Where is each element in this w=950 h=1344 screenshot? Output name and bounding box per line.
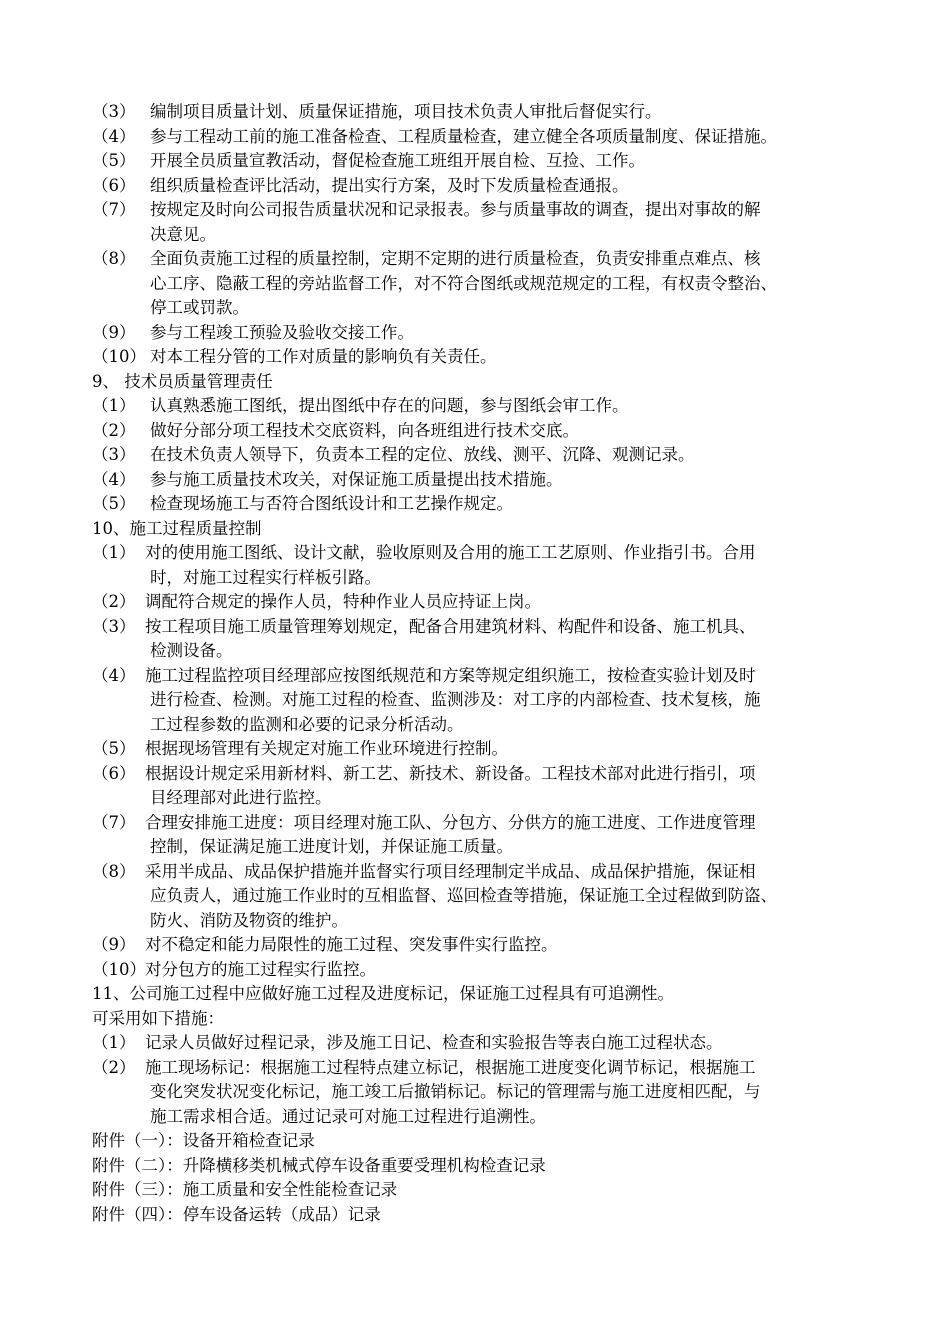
list-item xyxy=(0,100,950,125)
item-text-line: 调配符合规定的操作人员，特种作业人员应持证上岗。 xyxy=(145,592,541,611)
item-text-line: 心工序、隐蔽工程的旁站监督工作，对不符合图纸或规范规定的工程，有权责令整治、 xyxy=(150,273,777,293)
item-text xyxy=(0,394,950,419)
item-text-line: 组织质量检查评比活动，提出实行方案，及时下发质量检查通报。 xyxy=(150,175,629,195)
item-text-line: 记录人员做好过程记录，涉及施工日记、检查和实验报告等表白施工过程状态。 xyxy=(145,1033,723,1052)
item-number: （8） xyxy=(92,861,136,881)
item-text-line: 开展全员质量宣教活动，督促检查施工班组开展自检、互捡、工作。 xyxy=(150,151,645,170)
item-text-line: 工过程参数的监测和必要的记录分析活动。 xyxy=(150,714,464,734)
item-text-line: 在技术负责人领导下，负责本工程的定位、放线、测平、沉降、观测记录。 xyxy=(150,445,695,464)
item-text xyxy=(0,174,950,199)
item-text xyxy=(0,149,950,174)
item-number: （7） xyxy=(92,812,136,832)
item-text-line: 时，对施工过程实行样板引路。 xyxy=(150,567,381,587)
list-item xyxy=(0,198,950,247)
item-text-line: 对不稳定和能力局限性的施工过程、突发事件实行监控。 xyxy=(145,935,558,954)
item-text xyxy=(0,443,950,468)
attachment-item: 附件（一）：设备开箱检查记录 xyxy=(92,1131,315,1150)
item-text-line: 参与工程动工前的施工准备检查、工程质量检查，建立健全各项质量制度、保证措施。 xyxy=(150,126,777,146)
section-heading-11: 11、公司施工过程中应做好施工过程及进度标记，保证施工过程具有可追溯性。 xyxy=(92,984,674,1003)
item-text-line: 施工需求相合适。通过记录可对施工过程进行追溯性。 xyxy=(150,1106,546,1126)
item-text-line: 对的使用施工图纸、设计文献，验收原则及合用的施工工艺原则、作业指引书。合用 xyxy=(145,543,756,562)
item-text xyxy=(0,933,950,958)
item-text-line: 施工现场标记：根据施工过程特点建立标记，根据施工进度变化调节标记，根据施工 xyxy=(145,1057,756,1077)
item-text-line: 编制项目质量计划、质量保证措施，项目技术负责人审批后督促实行。 xyxy=(150,102,662,121)
item-number: （2） xyxy=(92,420,136,440)
item-text xyxy=(0,100,950,125)
list-item xyxy=(0,737,950,762)
list-item xyxy=(0,443,950,468)
list-item xyxy=(0,860,950,934)
item-text xyxy=(0,492,950,517)
item-text-line: 合理安排施工进度：项目经理对施工队、分包方、分供方的施工进度、工作进度管理 xyxy=(145,812,756,832)
technician-duties-list xyxy=(0,394,950,517)
item-text-line: 根据设计规定采用新材料、新工艺、新技术、新设备。工程技术部对此进行指引，项 xyxy=(145,763,756,783)
list-item xyxy=(0,541,950,590)
item-text-line: 做好分部分项工程技术交底资料，向各班组进行技术交底。 xyxy=(150,420,579,440)
item-text-line: 对本工程分管的工作对质量的影响负有关责任。 xyxy=(150,347,497,366)
list-item xyxy=(0,933,950,958)
list-item xyxy=(0,345,950,370)
list-item xyxy=(0,762,950,811)
item-number: （2） xyxy=(92,1057,136,1077)
item-text xyxy=(0,811,950,860)
pm-quality-duties-list xyxy=(0,100,950,370)
list-item xyxy=(0,419,950,444)
item-text-line: 进行检查、检测。对施工过程的检查、监测涉及：对工序的内部检查、技术复核，施 xyxy=(150,690,761,709)
list-item xyxy=(0,1031,950,1056)
item-text xyxy=(0,737,950,762)
item-text-line: 施工过程监控项目经理部应按图纸规范和方案等规定组织施工，按检查实验计划及时 xyxy=(145,665,756,685)
section-heading-9: 9、 技术员质量管理责任 xyxy=(92,371,273,391)
item-text-line: 目经理部对此进行监控。 xyxy=(150,788,332,807)
item-text xyxy=(0,615,950,664)
item-text xyxy=(0,468,950,493)
list-item xyxy=(0,492,950,517)
item-number: （5） xyxy=(92,739,136,758)
item-text-line: 决意见。 xyxy=(150,224,216,244)
item-number: （4） xyxy=(92,469,136,489)
item-text-line: 根据现场管理有关规定对施工作业环境进行控制。 xyxy=(145,739,508,758)
item-text xyxy=(0,321,950,346)
list-item xyxy=(0,125,950,150)
list-item xyxy=(0,394,950,419)
item-text-line: 应负责人，通过施工作业时的互相监督、巡回检查等措施，保证施工全过程做到防盗、 xyxy=(150,886,777,905)
item-text-line: 认真熟悉施工图纸，提出图纸中存在的问题，参与图纸会审工作。 xyxy=(150,396,629,415)
item-text xyxy=(0,247,950,321)
item-number: （10） xyxy=(92,959,146,979)
item-text xyxy=(0,1031,950,1056)
item-text-line: 采用半成品、成品保护措施并监督实行项目经理制定半成品、成品保护措施，保证相 xyxy=(145,861,756,881)
item-text xyxy=(0,198,950,247)
measures-intro: 可采用如下措施： xyxy=(92,1008,224,1028)
item-number: （6） xyxy=(92,175,136,195)
list-item xyxy=(0,615,950,664)
list-item xyxy=(0,149,950,174)
document-page xyxy=(0,100,950,1227)
item-number: （10） xyxy=(92,347,146,366)
item-number: （2） xyxy=(92,592,136,611)
item-text-line: 参与工程竣工预验及验收交接工作。 xyxy=(150,322,414,342)
item-text-line: 按工程项目施工质量管理筹划规定，配备合用建筑材料、构配件和设备、施工机具、 xyxy=(145,616,756,636)
list-item xyxy=(0,321,950,346)
item-text xyxy=(0,419,950,444)
list-item xyxy=(0,811,950,860)
item-text xyxy=(0,1056,950,1130)
item-text-line: 检查现场施工与否符合图纸设计和工艺操作规定。 xyxy=(150,494,513,513)
item-text-line: 检测设备。 xyxy=(150,641,233,660)
item-number: （5） xyxy=(92,151,136,170)
attachment-item: 附件（二）：升降横移类机械式停车设备重要受理机构检查记录 xyxy=(92,1155,546,1175)
item-text xyxy=(0,860,950,934)
list-item xyxy=(0,468,950,493)
attachment-item: 附件（四）：停车设备运转（成品）记录 xyxy=(92,1204,381,1224)
list-item xyxy=(0,1056,950,1130)
attachments-list xyxy=(0,1129,950,1227)
item-text-line: 控制，保证满足施工进度计划，并保证施工质量。 xyxy=(150,837,513,856)
item-text-line: 停工或罚款。 xyxy=(150,298,249,317)
item-number: （8） xyxy=(92,249,136,268)
item-number: （9） xyxy=(92,322,136,342)
item-number: （6） xyxy=(92,763,136,783)
item-text-line: 防火、消防及物资的维护。 xyxy=(150,910,348,930)
item-text xyxy=(0,762,950,811)
list-item xyxy=(0,958,950,983)
item-text-line: 按规定及时向公司报告质量状况和记录报表。参与质量事故的调查，提出对事故的解 xyxy=(150,200,761,219)
measures-list xyxy=(0,1031,950,1129)
list-item xyxy=(0,664,950,738)
item-number: （1） xyxy=(92,396,136,415)
item-text xyxy=(0,125,950,150)
section-heading-10: 10、施工过程质量控制 xyxy=(92,518,262,538)
item-number: （5） xyxy=(92,494,136,513)
item-text-line: 变化突发状况变化标记，施工竣工后撤销标记。标记的管理需与施工进度相匹配，与 xyxy=(150,1082,761,1101)
item-text-line: 对分包方的施工过程实行监控。 xyxy=(145,959,376,979)
item-number: （3） xyxy=(92,102,136,121)
item-number: （3） xyxy=(92,616,136,636)
item-number: （1） xyxy=(92,1033,136,1052)
attachment-item: 附件（三）：施工质量和安全性能检查记录 xyxy=(92,1180,398,1199)
item-text-line: 全面负责施工过程的质量控制，定期不定期的进行质量检查，负责安排重点难点、核 xyxy=(150,249,761,268)
item-text xyxy=(0,541,950,590)
item-number: （3） xyxy=(92,445,136,464)
item-number: （4） xyxy=(92,126,136,146)
item-text xyxy=(0,590,950,615)
item-text-line: 参与施工质量技术攻关，对保证施工质量提出技术措施。 xyxy=(150,469,563,489)
process-control-list xyxy=(0,541,950,982)
item-number: （7） xyxy=(92,200,136,219)
item-number: （4） xyxy=(92,665,136,685)
item-text xyxy=(0,664,950,738)
list-item xyxy=(0,174,950,199)
item-number: （9） xyxy=(92,935,136,954)
list-item xyxy=(0,590,950,615)
item-number: （1） xyxy=(92,543,136,562)
list-item xyxy=(0,247,950,321)
